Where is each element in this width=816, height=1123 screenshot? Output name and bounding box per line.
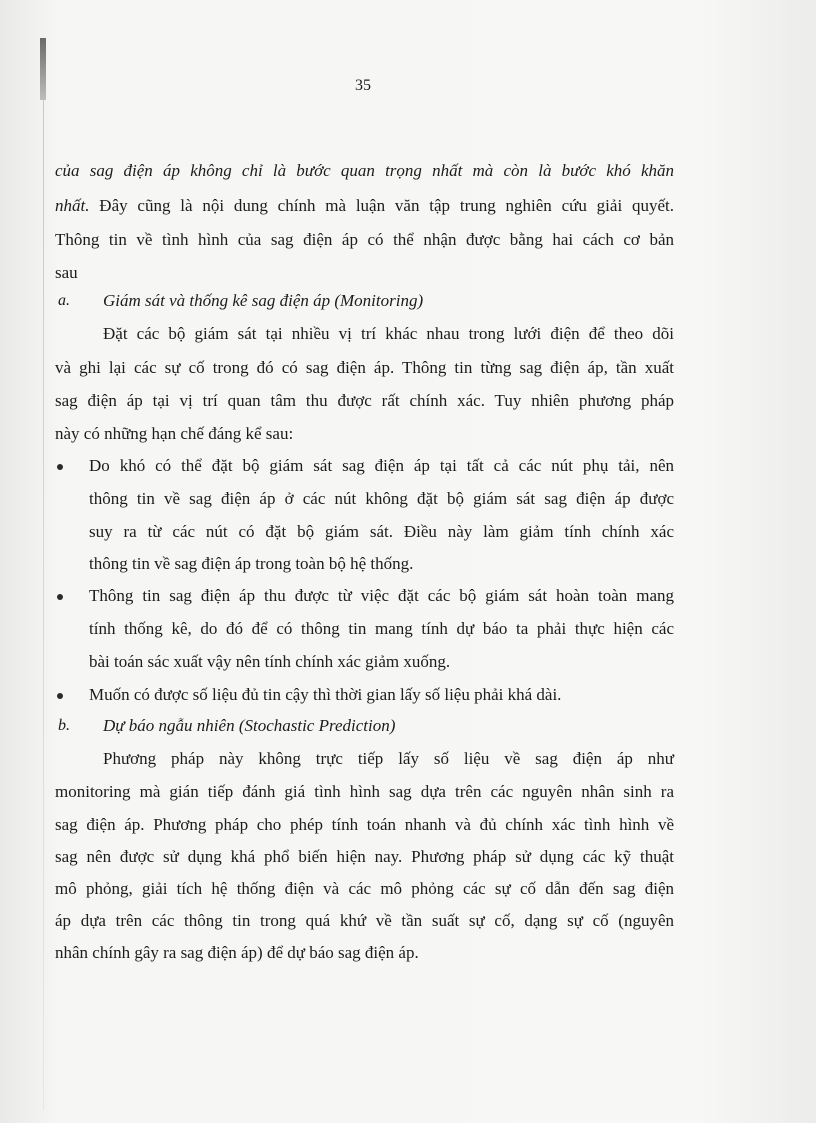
paragraph-line: mô phỏng, giải tích hệ thống điện và các mô phỏng các sự cố dẫn đến sag điện <box>55 879 674 898</box>
page-number: 35 <box>355 77 371 94</box>
text-segment: nhất. <box>55 196 90 215</box>
text-segment: sau <box>55 263 78 282</box>
bullet-line: Thông tin sag điện áp thu được từ việc đặt các bộ giám sát hoàn toàn mang <box>89 586 674 605</box>
text-line <box>55 160 674 182</box>
paragraph-line: sag nên được sử dụng khá phổ biến hiện nay. Phương pháp sử dụng các kỹ thuật <box>55 847 674 866</box>
text-segment: của sag điện áp không chỉ là bước quan trọng nhất mà còn là bước khó khăn <box>55 161 674 180</box>
bullet-line: bài toán sác xuất vậy nên tính chính xác giảm xuống. <box>89 652 451 671</box>
bullet-line: thông tin về sag điện áp ở các nút không đặt bộ giám sát sag điện áp được <box>89 489 674 508</box>
section-b-title: Dự báo ngẫu nhiên (Stochastic Prediction) <box>103 716 396 735</box>
paragraph-line: Phương pháp này không trực tiếp lấy số liệu về sag điện áp như <box>103 749 674 768</box>
text-segment: Thông tin về tình hình của sag điện áp có thể nhận được bằng hai cách cơ bản <box>55 230 674 249</box>
bullet-dot <box>57 594 63 600</box>
text-line <box>55 262 78 284</box>
bullet-line: Do khó có thể đặt bộ giám sát sag điện áp tại tất cả các nút phụ tải, nên <box>89 456 674 475</box>
paragraph-line: sag điện áp tại vị trí quan tâm thu được rất chính xác. Tuy nhiên phương pháp <box>55 391 674 410</box>
bullet-dot <box>57 464 63 470</box>
bullet-line: tính thống kê, do đó để có thông tin mang tính dự báo ta phải thực hiện các <box>89 619 674 638</box>
binding-edge-line <box>43 100 44 1110</box>
paragraph-line: và ghi lại các sự cố trong đó có sag điện áp. Thông tin từng sag điện áp, tần xuất <box>55 358 674 377</box>
bullet-line: thông tin về sag điện áp trong toàn bộ hệ thống. <box>89 554 414 573</box>
text-line <box>55 195 674 217</box>
section-b-marker: b. <box>58 717 70 734</box>
section-a-title: Giám sát và thống kê sag điện áp (Monitoring) <box>103 291 424 310</box>
paragraph-line: sag điện áp. Phương pháp cho phép tính toán nhanh và đủ chính xác tình hình về <box>55 815 674 834</box>
text-line <box>55 229 674 251</box>
bullet-line: Muốn có được số liệu đủ tin cậy thì thời gian lấy số liệu phải khá dài. <box>89 685 562 704</box>
paragraph-line: monitoring mà gián tiếp đánh giá tình hình sag dựa trên các nguyên nhân sinh ra <box>55 782 674 801</box>
paragraph-line: này có những hạn chế đáng kể sau: <box>55 424 294 443</box>
text-segment: Đây cũng là nội dung chính mà luận văn tập trung nghiên cứu giải quyết. <box>89 196 674 215</box>
bullet-dot <box>57 693 63 699</box>
paragraph-line: áp dựa trên các thông tin trong quá khứ về tần suất sự cố, dạng sự cố (nguyên <box>55 911 674 930</box>
section-a-marker: a. <box>58 292 70 309</box>
paragraph-line: nhân chính gây ra sag điện áp) để dự báo sag điện áp. <box>55 943 419 962</box>
paragraph-line: Đặt các bộ giám sát tại nhiều vị trí khác nhau trong lưới điện để theo dõi <box>103 324 674 343</box>
bullet-line: suy ra từ các nút có đặt bộ giám sát. Điều này làm giảm tính chính xác <box>89 522 674 541</box>
